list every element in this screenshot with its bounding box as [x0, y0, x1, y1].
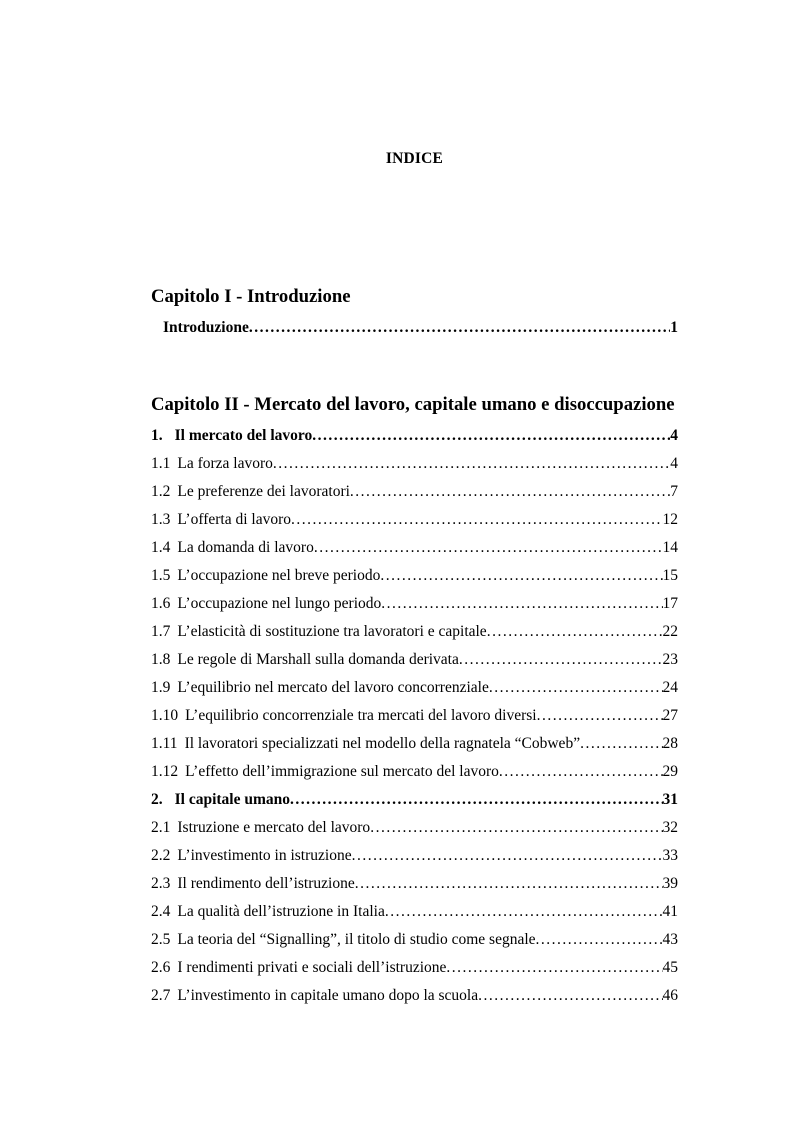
entry-number: 1.6	[151, 595, 171, 612]
leader-dots	[459, 646, 663, 674]
toc-entry	[151, 954, 678, 982]
leader-dots	[312, 422, 670, 450]
leader-dots	[537, 702, 663, 730]
toc-entry	[151, 814, 678, 842]
entry-number: 2.6	[151, 959, 171, 976]
entry-page: 15	[662, 567, 678, 584]
entry-title: L’occupazione nel lungo periodo	[177, 595, 382, 612]
toc-entry	[151, 562, 678, 590]
leader-dots	[385, 898, 663, 926]
toc-entry	[151, 702, 678, 730]
entry-number: 2.	[151, 791, 163, 808]
entry-page: 43	[662, 931, 678, 948]
entry-page: 22	[662, 623, 678, 640]
toc-entry	[151, 730, 678, 758]
entry-page: 4	[670, 427, 678, 444]
chapter-heading: Capitolo I - Introduzione	[151, 286, 351, 307]
entry-number: 1.9	[151, 679, 171, 696]
toc-entry	[151, 646, 678, 674]
entry-title: Il lavoratori specializzati nel modello della ragnatela “Cobweb”	[184, 735, 581, 752]
leader-dots	[291, 506, 662, 534]
toc-entry	[151, 926, 678, 954]
toc-entry	[151, 842, 678, 870]
entry-title: L’occupazione nel breve periodo	[177, 567, 381, 584]
entry-number: 2.4	[151, 903, 171, 920]
toc-sections	[151, 284, 678, 1010]
toc-entry	[151, 314, 678, 342]
leader-dots	[536, 926, 663, 954]
entry-number: 1.7	[151, 623, 171, 640]
entry-number: 1.4	[151, 539, 171, 556]
entry-title: L’offerta di lavoro	[177, 511, 292, 528]
entry-page: 33	[662, 847, 678, 864]
toc-entry	[151, 590, 678, 618]
entry-number: 2.1	[151, 819, 171, 836]
entry-title: L’elasticità di sostituzione tra lavoratori e capitale	[177, 623, 487, 640]
entry-title: L’equilibrio concorrenziale tra mercati del lavoro diversi	[185, 707, 537, 724]
entry-page: 4	[670, 455, 678, 472]
leader-dots	[370, 814, 662, 842]
entry-page: 46	[662, 987, 678, 1004]
leader-dots	[381, 590, 662, 618]
entry-title: Il mercato del lavoro	[174, 427, 313, 444]
leader-dots	[489, 674, 663, 702]
entry-title: Il rendimento dell’istruzione	[177, 875, 355, 892]
toc-entry	[151, 534, 678, 562]
entry-page: 7	[670, 483, 678, 500]
entry-list	[151, 314, 678, 342]
leader-dots	[380, 562, 662, 590]
toc-entry	[151, 506, 678, 534]
entry-number: 1.10	[151, 707, 179, 724]
leader-dots	[249, 314, 670, 342]
toc-entry	[151, 422, 678, 450]
leader-dots	[314, 534, 663, 562]
entry-page: 41	[662, 903, 678, 920]
toc-entry	[151, 982, 678, 1010]
leader-dots	[355, 870, 663, 898]
entry-page: 27	[662, 707, 678, 724]
entry-page: 14	[662, 539, 678, 556]
entry-page: 24	[662, 679, 678, 696]
leader-dots	[290, 786, 662, 814]
entry-number: 1.12	[151, 763, 179, 780]
entry-number: 2.2	[151, 847, 171, 864]
entry-page: 23	[662, 651, 678, 668]
entry-title: L’investimento in istruzione	[177, 847, 352, 864]
entry-page: 32	[662, 819, 678, 836]
entry-number: 2.5	[151, 931, 171, 948]
entry-page: 45	[662, 959, 678, 976]
page-content	[151, 0, 678, 1010]
entry-title: Le regole di Marshall sulla domanda derivata	[177, 651, 459, 668]
toc-entry	[151, 674, 678, 702]
entry-page: 29	[662, 763, 678, 780]
leader-dots	[350, 478, 670, 506]
entry-title: Il capitale umano	[174, 791, 291, 808]
leader-dots	[446, 954, 662, 982]
toc-entry	[151, 618, 678, 646]
entry-page: 39	[662, 875, 678, 892]
toc-entry	[151, 758, 678, 786]
leader-dots	[499, 758, 663, 786]
entry-title: L’effetto dell’immigrazione sul mercato del lavoro	[185, 763, 499, 780]
toc-entry	[151, 450, 678, 478]
toc-section	[151, 284, 678, 342]
entry-number: 1.	[151, 427, 163, 444]
entry-title: La qualità dell’istruzione in Italia	[177, 903, 385, 920]
entry-number: 1.2	[151, 483, 171, 500]
entry-page: 31	[662, 791, 678, 808]
entry-number: 1.5	[151, 567, 171, 584]
entry-number: 2.7	[151, 987, 171, 1004]
entry-number: 1.11	[151, 735, 178, 752]
toc-section	[151, 392, 678, 1010]
leader-dots	[478, 982, 662, 1010]
entry-title: Introduzione	[163, 319, 249, 336]
document-title: INDICE	[385, 150, 444, 167]
toc-entry	[151, 870, 678, 898]
leader-dots	[352, 842, 663, 870]
entry-title: L’investimento in capitale umano dopo la scuola	[177, 987, 479, 1004]
leader-dots	[487, 618, 663, 646]
entry-title: L’equilibrio nel mercato del lavoro concorrenziale	[177, 679, 489, 696]
entry-title: La forza lavoro	[177, 455, 273, 472]
entry-page: 17	[662, 595, 678, 612]
entry-title: Le preferenze dei lavoratori	[177, 483, 350, 500]
entry-title: La teoria del “Signalling”, il titolo di studio come segnale	[177, 931, 536, 948]
entry-title: Istruzione e mercato del lavoro	[177, 819, 371, 836]
entry-title: I rendimenti privati e sociali dell’istruzione	[177, 959, 447, 976]
chapter-heading: Capitolo II - Mercato del lavoro, capitale umano e disoccupazione	[151, 394, 675, 415]
entry-title: La domanda di lavoro	[177, 539, 314, 556]
entry-number: 1.1	[151, 455, 171, 472]
entry-number: 1.3	[151, 511, 171, 528]
leader-dots	[580, 730, 662, 758]
entry-list	[151, 422, 678, 1010]
toc-entry	[151, 898, 678, 926]
toc-entry	[151, 786, 678, 814]
entry-page: 28	[662, 735, 678, 752]
entry-number: 1.8	[151, 651, 171, 668]
toc-entry	[151, 478, 678, 506]
leader-dots	[273, 450, 670, 478]
entry-page: 1	[670, 319, 678, 336]
entry-number: 2.3	[151, 875, 171, 892]
entry-page: 12	[662, 511, 678, 528]
